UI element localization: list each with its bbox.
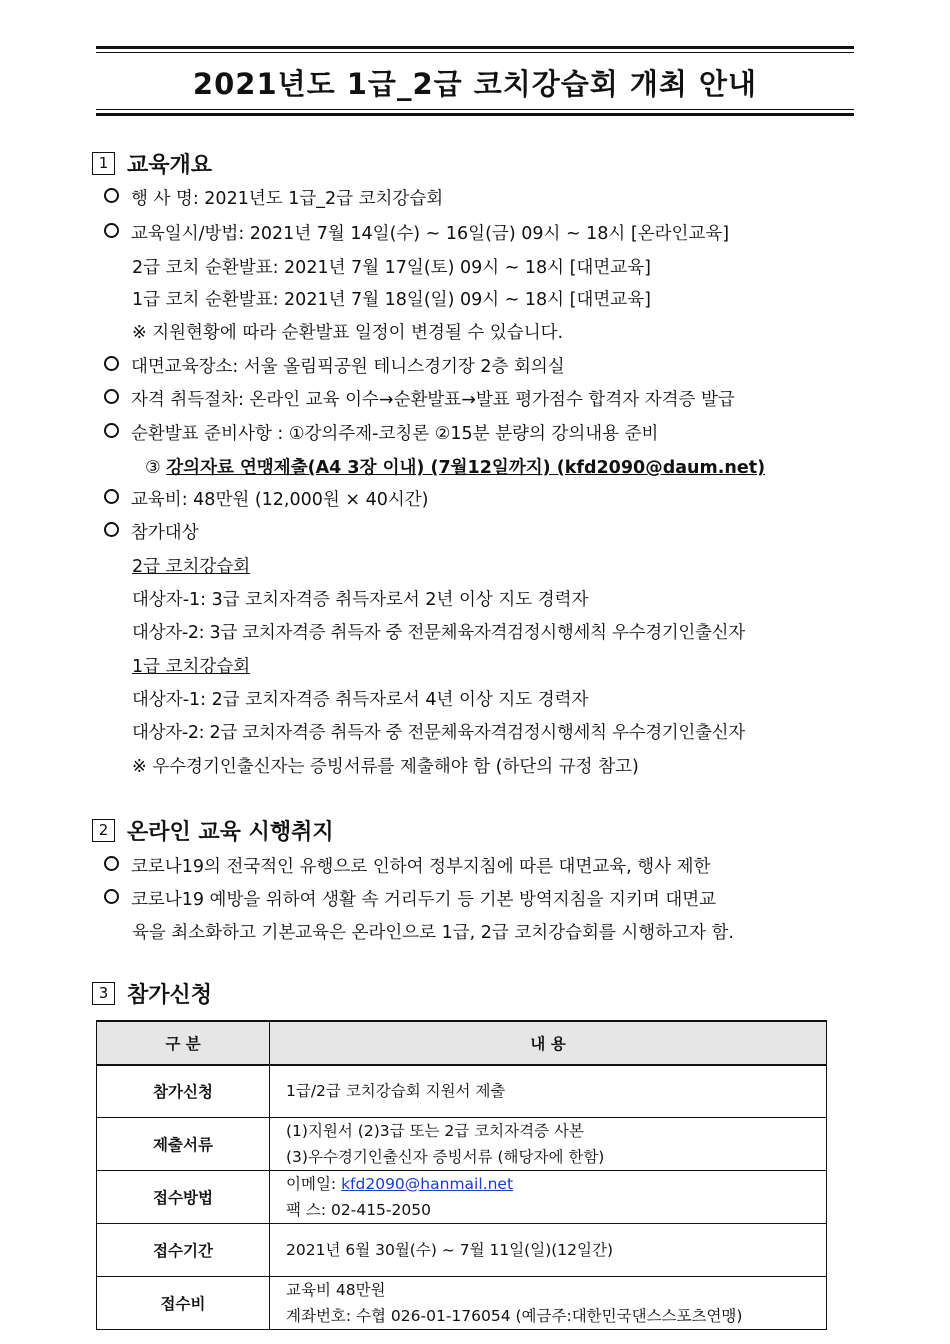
section-title: 온라인 교육 시행취지 (127, 820, 334, 845)
page-title: 2021년도 1급_2급 코치강습회 개최 안내 (192, 67, 758, 101)
subheading: 1급 코치강습회 (132, 657, 251, 677)
table-header: 구 분 (97, 1021, 270, 1065)
table-row (97, 1170, 827, 1223)
row-label: 접수방법 (97, 1170, 270, 1223)
row-value: 이메일: kfd2090@hanmail.net 팩 스: 02-415-2050 (270, 1170, 827, 1223)
list-item: 교육비: 48만원 (12,000원 × 40시간) (104, 489, 428, 511)
application-table (96, 1020, 827, 1330)
list-item: 코로나19의 전국적인 유행으로 인하여 정부지침에 따른 대면교육, 행사 제한 (104, 856, 710, 878)
email-link[interactable]: kfd2090@hanmail.net (341, 1174, 514, 1193)
text-line: 육을 최소화하고 기본교육은 온라인으로 1급, 2급 코치강습회를 시행하고자 함. (132, 923, 734, 943)
circle-bullet-icon (104, 389, 119, 404)
row-label: 참가신청 (97, 1065, 270, 1117)
list-item: 대면교육장소: 서울 올림픽공원 테니스경기장 2층 회의실 (104, 356, 565, 378)
table-row (97, 1065, 827, 1117)
circle-bullet-icon (104, 889, 119, 904)
section-title: 교육개요 (127, 153, 213, 178)
table-row (97, 1223, 827, 1276)
section-number: 1 (92, 152, 115, 175)
section-2-heading (92, 815, 334, 846)
title-box (96, 46, 854, 116)
note: ※ 우수경기인출신자는 증빙서류를 제출해야 함 (하단의 규정 참고) (132, 757, 639, 777)
row-label: 접수비 (97, 1276, 270, 1329)
circle-bullet-icon (104, 188, 119, 203)
table-header-row (97, 1021, 827, 1065)
list-item: 코로나19 예방을 위하여 생활 속 거리두기 등 기본 방역지침을 지키며 대면교 (104, 889, 716, 911)
text-line: 대상자-1: 2급 코치자격증 취득자로서 4년 이상 지도 경력자 (132, 690, 589, 710)
row-label: 접수기간 (97, 1223, 270, 1276)
table-header: 내 용 (270, 1021, 827, 1065)
table-row (97, 1117, 827, 1170)
text-line: ③ 강의자료 연맹제출(A4 3장 이내) (7월12일까지) (kfd2090@daum.net) (145, 458, 766, 478)
list-item: 행 사 명: 2021년도 1급_2급 코치강습회 (104, 188, 443, 210)
circle-bullet-icon (104, 223, 119, 238)
circle-bullet-icon (104, 522, 119, 537)
text-line: 대상자-2: 3급 코치자격증 취득자 중 전문체육자격검정시행세칙 우수경기인출신자 (132, 623, 745, 643)
subheading: 2급 코치강습회 (132, 557, 251, 577)
circle-bullet-icon (104, 856, 119, 871)
text-line: 대상자-1: 3급 코치자격증 취득자로서 2년 이상 지도 경력자 (132, 590, 589, 610)
text-line: 1급 코치 순환발표: 2021년 7월 18일(일) 09시 ~ 18시 [대면교육] (132, 290, 651, 310)
section-1-heading (92, 148, 212, 179)
circle-bullet-icon (104, 423, 119, 438)
row-value: 2021년 6월 30월(수) ~ 7월 11일(일)(12일간) (270, 1223, 827, 1276)
row-label: 제출서류 (97, 1117, 270, 1170)
circle-bullet-icon (104, 489, 119, 504)
row-value: (1)지원서 (2)3급 또는 2급 코치자격증 사본 (3)우수경기인출신자 증빙서류 (해당자에 한함) (270, 1117, 827, 1170)
text-line: 2급 코치 순환발표: 2021년 7월 17일(토) 09시 ~ 18시 [대면교육] (132, 258, 651, 278)
text-line: 대상자-2: 2급 코치자격증 취득자 중 전문체육자격검정시행세칙 우수경기인출신자 (132, 723, 745, 743)
row-value: 1급/2급 코치강습회 지원서 제출 (270, 1065, 827, 1117)
section-title: 참가신청 (127, 983, 213, 1008)
section-number: 2 (92, 819, 115, 842)
row-value: 교육비 48만원 계좌번호: 수협 026-01-176054 (예금주:대한민국댄스스포츠연맹) (270, 1276, 827, 1329)
list-item: 순환발표 준비사항 : ①강의주제-코칭론 ②15분 분량의 강의내용 준비 (104, 423, 658, 445)
table-row (97, 1276, 827, 1329)
list-item: 참가대상 (104, 522, 199, 544)
section-3-heading (92, 978, 212, 1009)
section-number: 3 (92, 982, 115, 1005)
circle-bullet-icon (104, 356, 119, 371)
list-item: 자격 취득절차: 온라인 교육 이수→순환발표→발표 평가점수 합격자 자격증 발급 (104, 389, 735, 411)
list-item: 교육일시/방법: 2021년 7월 14일(수) ~ 16일(금) 09시 ~ 18시 [온라인교육] (104, 223, 729, 245)
note: ※ 지원현황에 따라 순환발표 일정이 변경될 수 있습니다. (132, 323, 564, 343)
